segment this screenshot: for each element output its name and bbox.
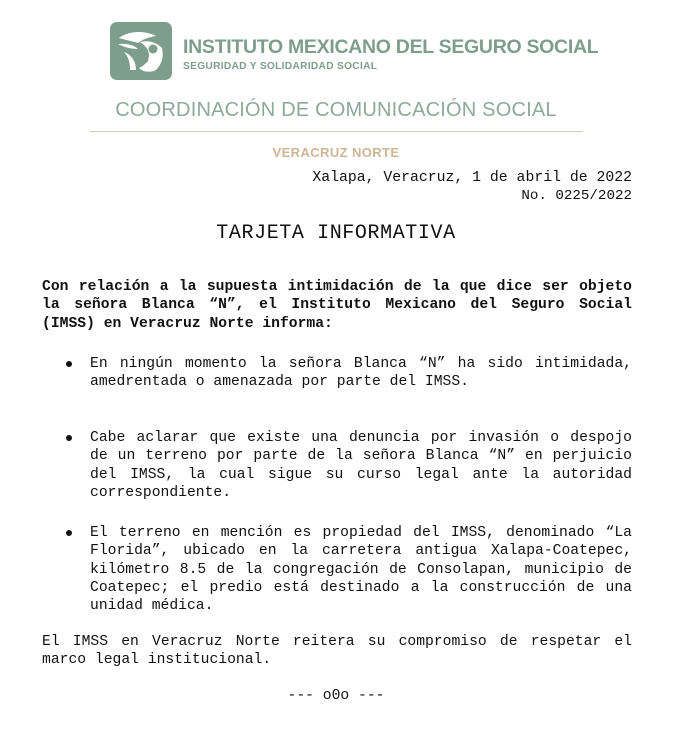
imss-logo [110, 22, 172, 80]
bullet-dot [66, 361, 72, 367]
imss-eagle-logo-icon [110, 22, 172, 80]
document-title: TARJETA INFORMATIVA [216, 222, 456, 245]
intro-paragraph: Con relación a la supuesta intimidación de la que dice ser objeto la señora Blanca “N”, el Instituto Mexicano del Seguro Social (IMSS) en Veracruz Norte informa: [42, 279, 632, 332]
region-label: VERACRUZ NORTE [272, 145, 400, 160]
bullet-item: En ningún momento la señora Blanca “N” ha sido intimidada, amedrentada o amenazada por parte del IMSS. [90, 356, 632, 391]
closing-paragraph: El IMSS en Veracruz Norte reitera su compromiso de respetar el marco legal institucional. [42, 634, 632, 669]
org-tagline: SEGURIDAD Y SOLIDARIDAD SOCIAL [183, 61, 378, 72]
bullet-item: El terreno en mención es propiedad del IMSS, denominado “La Florida”, ubicado en la carretera antigua Xalapa-Coatepec, kilómetro 8.5 de la congregación de Consolapan, municipio de Coatepec; el predio está destinado a la construcción de una unidad médica. [90, 525, 632, 615]
bulletin-number: No. 0225/2022 [521, 188, 632, 204]
org-name: INSTITUTO MEXICANO DEL SEGURO SOCIAL [183, 36, 599, 58]
bullet-item: Cabe aclarar que existe una denuncia por invasión o despojo de un terreno por parte de la señora Blanca “N” en perjuicio del IMSS, la cual sigue su curso legal ante la autoridad correspondiente. [90, 430, 632, 501]
bullet-dot [66, 435, 72, 441]
end-mark: --- o0o --- [287, 688, 385, 704]
bullet-dot [66, 530, 72, 536]
dateline: Xalapa, Veracruz, 1 de abril de 2022 [312, 170, 632, 186]
coordination-title: COORDINACIÓN DE COMUNICACIÓN SOCIAL [115, 99, 557, 121]
header-divider [90, 131, 583, 132]
